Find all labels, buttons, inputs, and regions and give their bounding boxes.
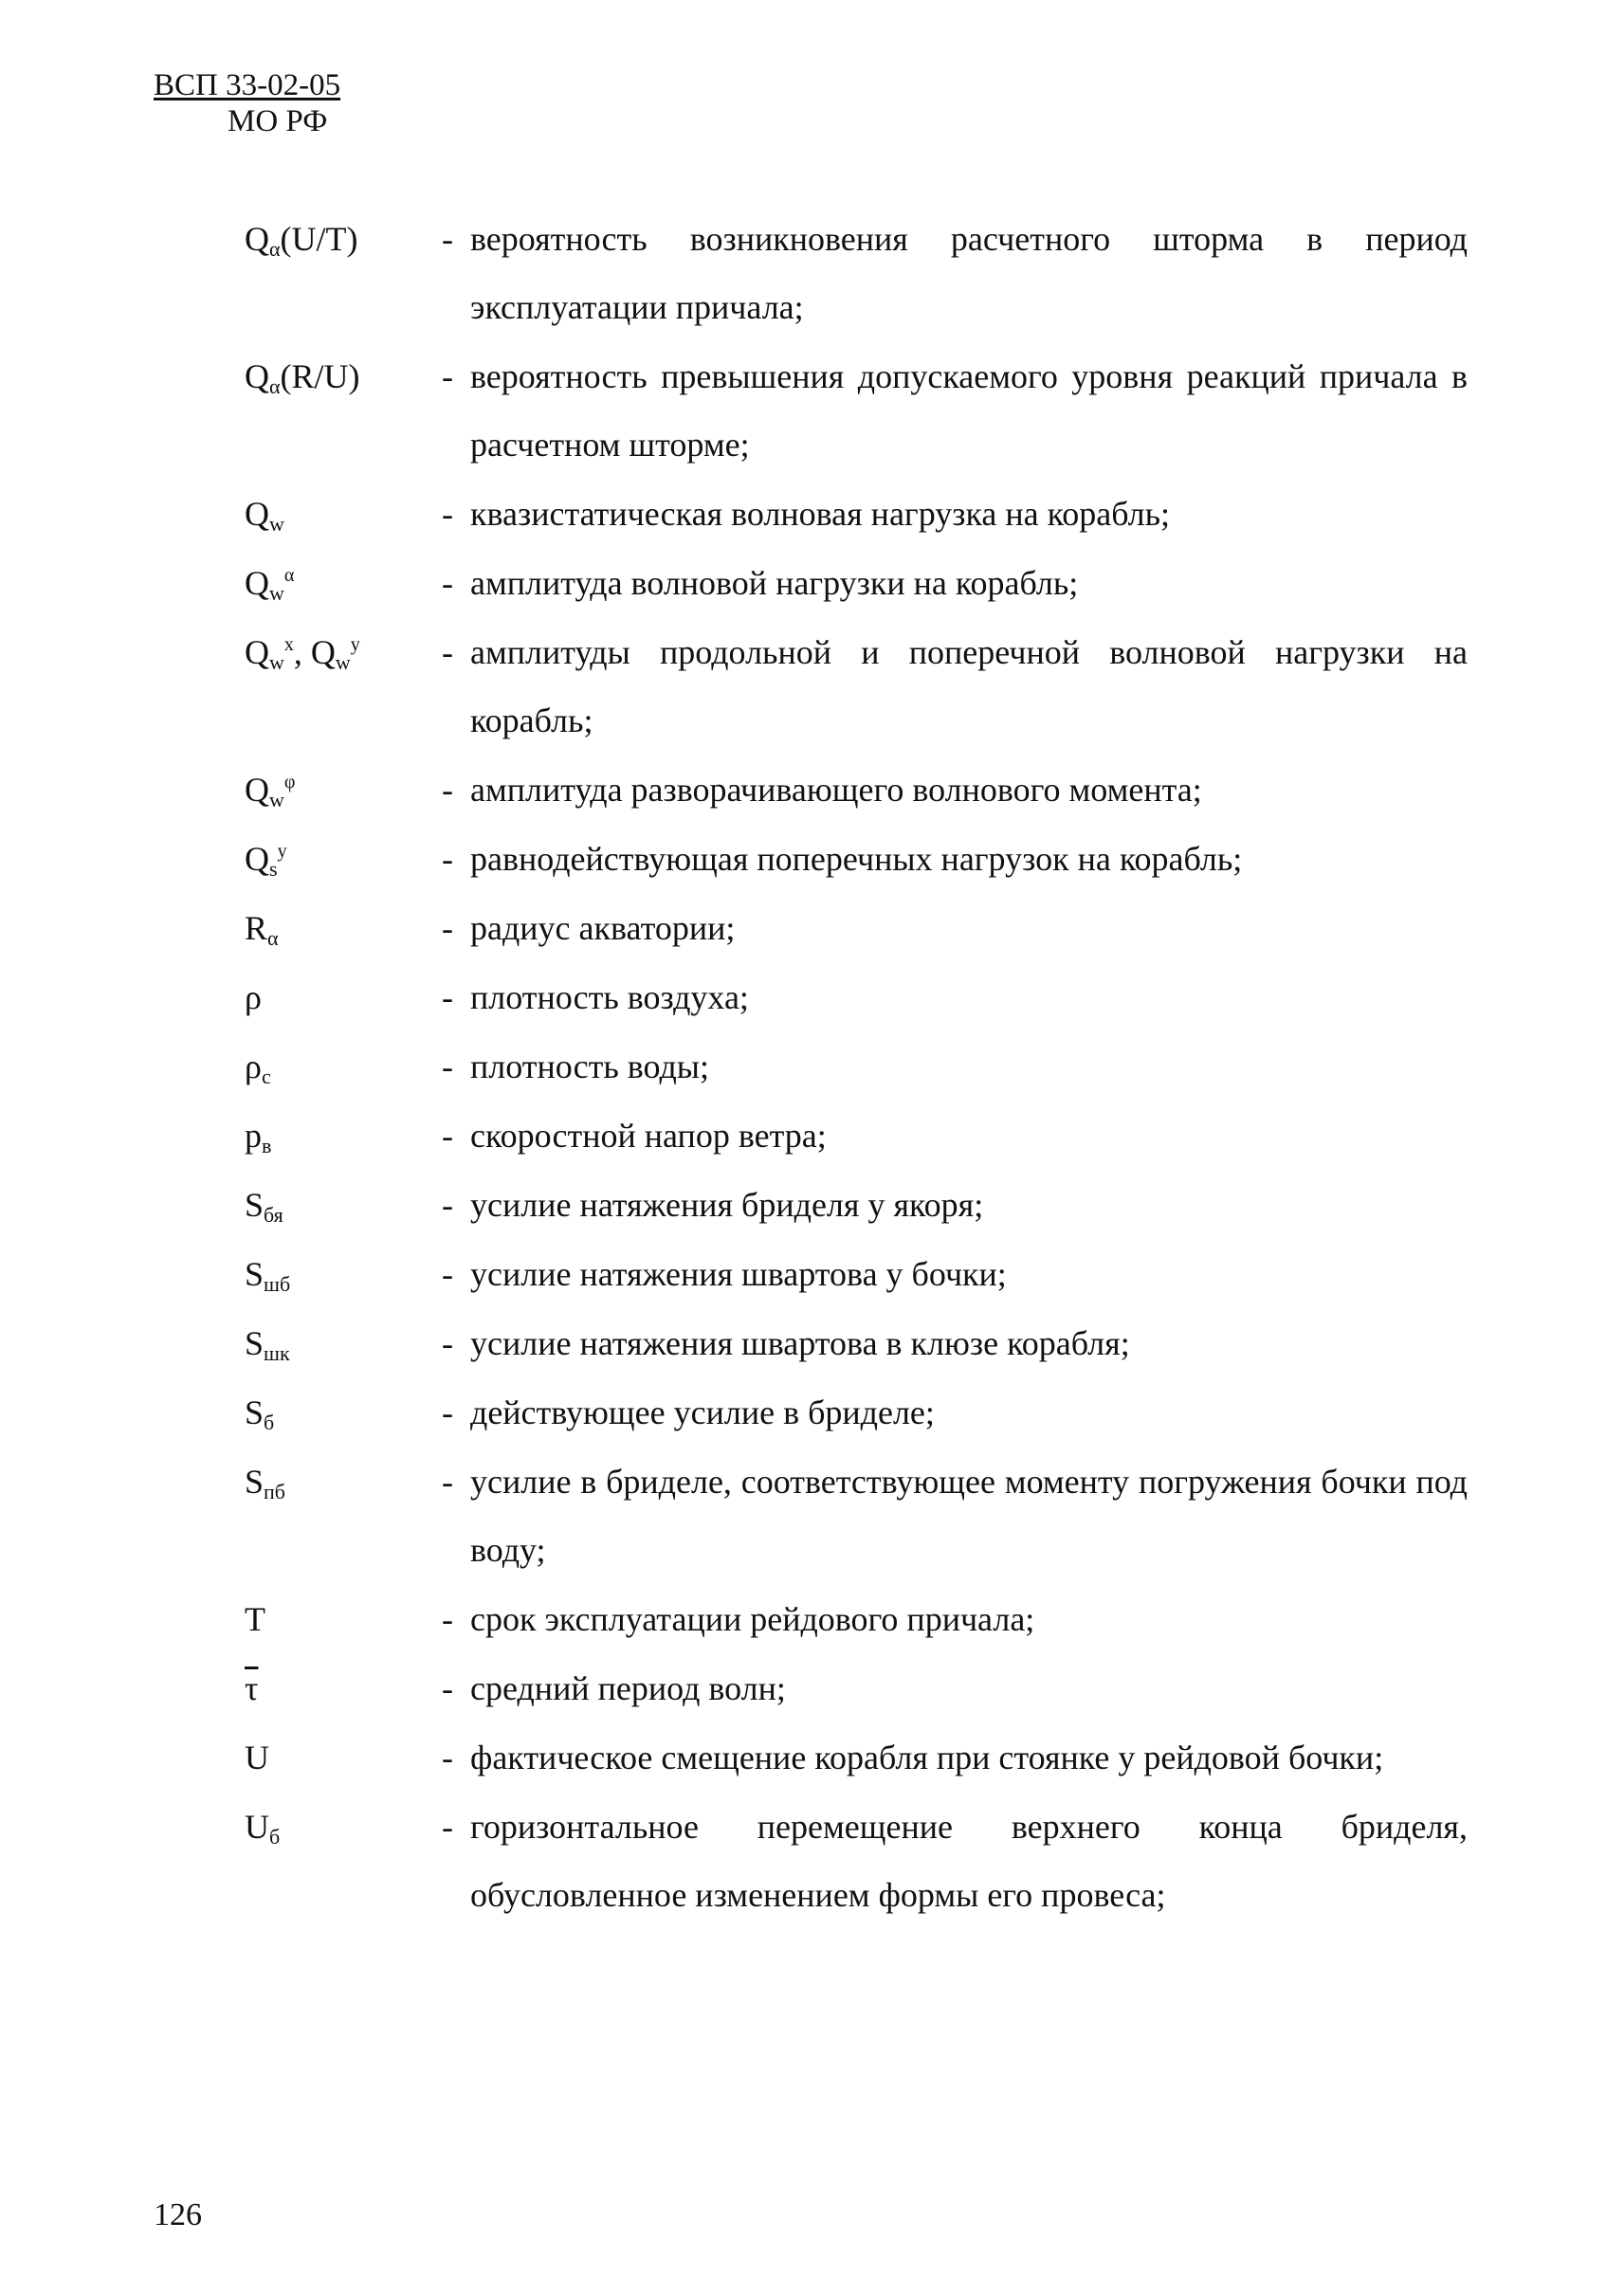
dash-separator: - [442, 978, 453, 1016]
list-item [245, 1032, 1468, 1101]
symbol [245, 1171, 425, 1239]
dash-separator: - [442, 220, 453, 258]
symbol-tail: , Q [293, 633, 336, 671]
list-item [245, 825, 1468, 893]
list-item [245, 1585, 1468, 1653]
symbol-description: равнодействующая поперечных нагрузок на корабль; [470, 840, 1243, 878]
symbol-base: Q [245, 357, 269, 395]
symbol-subscript: α [269, 374, 281, 398]
symbol-base: S [245, 1255, 265, 1293]
symbol-subscript-2: w [335, 650, 351, 674]
list-item [245, 756, 1468, 824]
dash-separator: - [442, 1186, 453, 1224]
symbol-base: ρ [245, 1047, 262, 1085]
symbol [245, 1654, 425, 1722]
list-item [245, 1793, 1468, 1929]
symbol-base: Q [245, 495, 269, 533]
dash-separator: - [442, 1324, 453, 1362]
list-item [245, 963, 1468, 1031]
dash-separator: - [442, 495, 453, 533]
symbol-description: вероятность превышения допускаемого уровня реакций причала в расчетном шторме; [470, 357, 1468, 464]
list-item [245, 342, 1468, 479]
symbol [245, 825, 425, 893]
symbol-description: скоростной напор ветра; [470, 1117, 827, 1155]
dash-separator: - [442, 357, 453, 395]
symbol-base: R [245, 909, 268, 947]
symbol-base: Q [245, 220, 269, 258]
dash-separator: - [442, 840, 453, 878]
symbol-description: усилие натяжения швартова у бочки; [470, 1255, 1007, 1293]
symbol-description: амплитуды продольной и поперечной волновой нагрузки на корабль; [470, 633, 1468, 739]
symbol-list [245, 205, 1468, 1929]
symbol [245, 480, 425, 548]
symbol-superscript: α [283, 565, 295, 586]
symbol-subscript: шк [264, 1341, 290, 1365]
document-header [154, 68, 340, 140]
symbol-subscript: c [261, 1065, 271, 1088]
symbol-description: усилие в бриделе, соответствующее моменту погружения бочки под воду; [470, 1463, 1468, 1569]
symbol-subscript: w [269, 788, 284, 811]
symbol-description: средний период волн; [470, 1669, 786, 1707]
list-item [245, 894, 1468, 962]
list-item [245, 1102, 1468, 1170]
symbol-description: радиус акватории; [470, 909, 736, 947]
symbol-subscript: шб [264, 1272, 291, 1296]
symbol-description: горизонтальное перемещение верхнего конца бриделя, обусловленное изменением формы его провеса; [470, 1808, 1468, 1914]
symbol-base: S [245, 1186, 265, 1224]
symbol [245, 549, 425, 617]
symbol [245, 1585, 425, 1653]
list-item [245, 1240, 1468, 1308]
symbol-base: U [245, 1739, 269, 1776]
symbol [245, 1309, 425, 1377]
symbol-description: фактическое смещение корабля при стоянке у рейдовой бочки; [470, 1739, 1384, 1776]
symbol-base: Q [245, 771, 269, 809]
list-item [245, 1309, 1468, 1377]
list-item [245, 1448, 1468, 1584]
list-item [245, 549, 1468, 617]
list-item [245, 1723, 1468, 1792]
symbol-subscript: α [267, 926, 279, 950]
symbol-base: Q [245, 840, 269, 878]
dash-separator: - [442, 564, 453, 602]
page-number: 126 [154, 2197, 202, 2232]
symbol-base: T [245, 1600, 265, 1638]
symbol-tail: (U/T) [280, 220, 358, 258]
symbol [245, 1102, 425, 1170]
list-item [245, 480, 1468, 548]
document-organization: МО РФ [228, 103, 328, 138]
list-item [245, 205, 1468, 341]
symbol-subscript: w [269, 581, 284, 605]
list-item [245, 1378, 1468, 1447]
symbol-base: $\overline{\tau}$ [245, 1669, 259, 1707]
symbol-base: p [245, 1117, 262, 1155]
document-code: ВСП 33-02-05 [154, 68, 341, 102]
symbol-subscript: б [264, 1411, 275, 1434]
symbol-base: Q [245, 633, 269, 671]
symbol [245, 963, 425, 1031]
symbol-description: амплитуда разворачивающего волнового момента; [470, 771, 1202, 809]
symbol-subscript: w [269, 650, 284, 674]
symbol-superscript: y [277, 841, 287, 862]
symbol-subscript: в [262, 1134, 272, 1157]
symbol-description: квазистатическая волновая нагрузка на корабль; [470, 495, 1171, 533]
symbol [245, 1723, 425, 1792]
symbol [245, 1378, 425, 1447]
symbol-subscript: α [269, 237, 281, 261]
dash-separator: - [442, 1393, 453, 1431]
symbol-base: S [245, 1393, 265, 1431]
dash-separator: - [442, 633, 453, 671]
symbol-description: плотность воды; [470, 1047, 709, 1085]
dash-separator: - [442, 909, 453, 947]
dash-separator: - [442, 1047, 453, 1085]
symbol [245, 342, 425, 410]
symbol-description: амплитуда волновой нагрузки на корабль; [470, 564, 1079, 602]
dash-separator: - [442, 1739, 453, 1776]
symbol-subscript: w [269, 512, 284, 536]
symbol-description: срок эксплуатации рейдового причала; [470, 1600, 1035, 1638]
dash-separator: - [442, 1463, 453, 1501]
symbol-base: Q [245, 564, 269, 602]
symbol-base: ρ [245, 978, 262, 1016]
symbol-description: вероятность возникновения расчетного шторма в период эксплуатации причала; [470, 220, 1468, 326]
symbol [245, 894, 425, 962]
symbol-description: усилие натяжения бриделя у якоря; [470, 1186, 984, 1224]
symbol-superscript: x [283, 634, 294, 655]
symbol-base: S [245, 1463, 265, 1501]
symbol-superscript: φ [283, 772, 296, 792]
symbol [245, 1793, 425, 1861]
symbol-subscript: s [269, 857, 278, 881]
list-item [245, 1171, 1468, 1239]
dash-separator: - [442, 1117, 453, 1155]
symbol-subscript: бя [264, 1203, 283, 1227]
dash-separator: - [442, 1255, 453, 1293]
symbol-subscript: пб [264, 1480, 285, 1503]
symbol [245, 756, 425, 824]
dash-separator: - [442, 771, 453, 809]
symbol [245, 1032, 425, 1101]
symbol-superscript-2: y [350, 634, 360, 655]
symbol-description: действующее усилие в бриделе; [470, 1393, 935, 1431]
dash-separator: - [442, 1600, 453, 1638]
dash-separator: - [442, 1808, 453, 1846]
symbol-base: U [245, 1808, 269, 1846]
symbol-description: усилие натяжения швартова в клюзе корабля; [470, 1324, 1130, 1362]
symbol [245, 1448, 425, 1516]
symbol-base: S [245, 1324, 265, 1362]
list-item [245, 618, 1468, 755]
symbol-subscript: б [269, 1825, 281, 1849]
symbol [245, 618, 425, 686]
symbol-tail: (R/U) [280, 357, 360, 395]
list-item [245, 1654, 1468, 1722]
symbol [245, 205, 425, 273]
dash-separator: - [442, 1669, 453, 1707]
symbol [245, 1240, 425, 1308]
symbol-description: плотность воздуха; [470, 978, 749, 1016]
